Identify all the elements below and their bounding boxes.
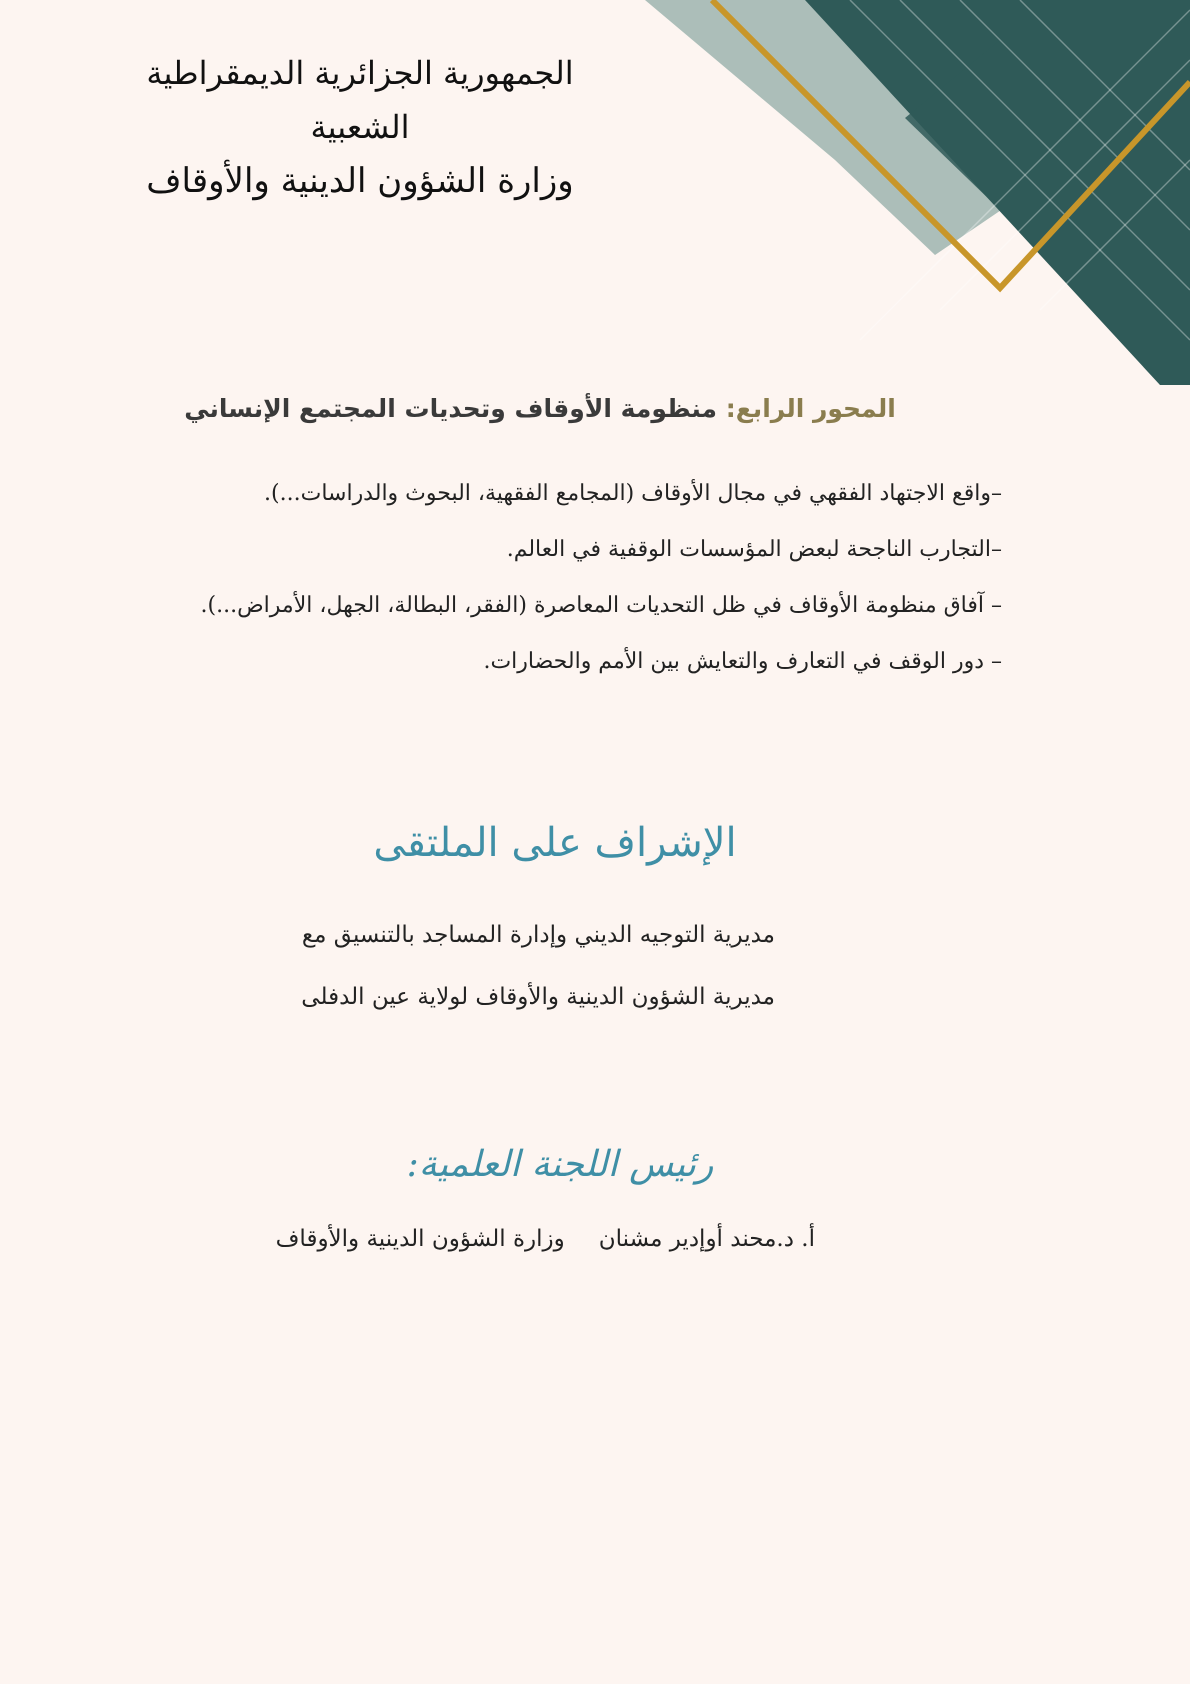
list-item: – دور الوقف في التعارف والتعايش بين الأمم والحضارات. — [483, 649, 1002, 674]
list-item: – آفاق منظومة الأوقاف في ظل التحديات المعاصرة (الفقر، البطالة، الجهل، الأمراض...). — [200, 593, 1002, 618]
axis-topics-list — [102, 466, 1002, 690]
axis-heading — [160, 394, 920, 423]
chair-name: أ. د.محند أوإدير مشنان — [598, 1226, 815, 1252]
supervision-line-2: مديرية الشؤون الدينية والأوقاف لولاية عين الدفلى — [301, 984, 775, 1010]
chair-affiliation: وزارة الشؤون الدينية والأوقاف — [275, 1226, 565, 1252]
committee-chair-line — [115, 1214, 815, 1264]
list-item: –واقع الاجتهاد الفقهي في مجال الأوقاف (المجامع الفقهية، البحوث والدراسات...). — [264, 481, 1002, 506]
list-item: –التجارب الناجحة لبعض المؤسسات الوقفية في العالم. — [506, 537, 1002, 562]
supervision-details — [175, 904, 775, 1028]
axis-label: المحور الرابع: — [725, 394, 896, 423]
republic-name: الجمهورية الجزائرية الديمقراطية الشعبية — [146, 54, 574, 146]
ministry-header — [100, 46, 620, 208]
ministry-name: وزارة الشؤون الدينية والأوقاف — [146, 161, 574, 201]
supervision-title: الإشراف على الملتقى — [373, 820, 737, 866]
supervision-line-1: مديرية التوجيه الديني وإدارة المساجد بالتنسيق مع — [301, 922, 775, 948]
axis-title-text: منظومة الأوقاف وتحديات المجتمع الإنساني — [184, 394, 726, 423]
committee-chair-title: رئيس اللجنة العلمية: — [406, 1144, 714, 1185]
